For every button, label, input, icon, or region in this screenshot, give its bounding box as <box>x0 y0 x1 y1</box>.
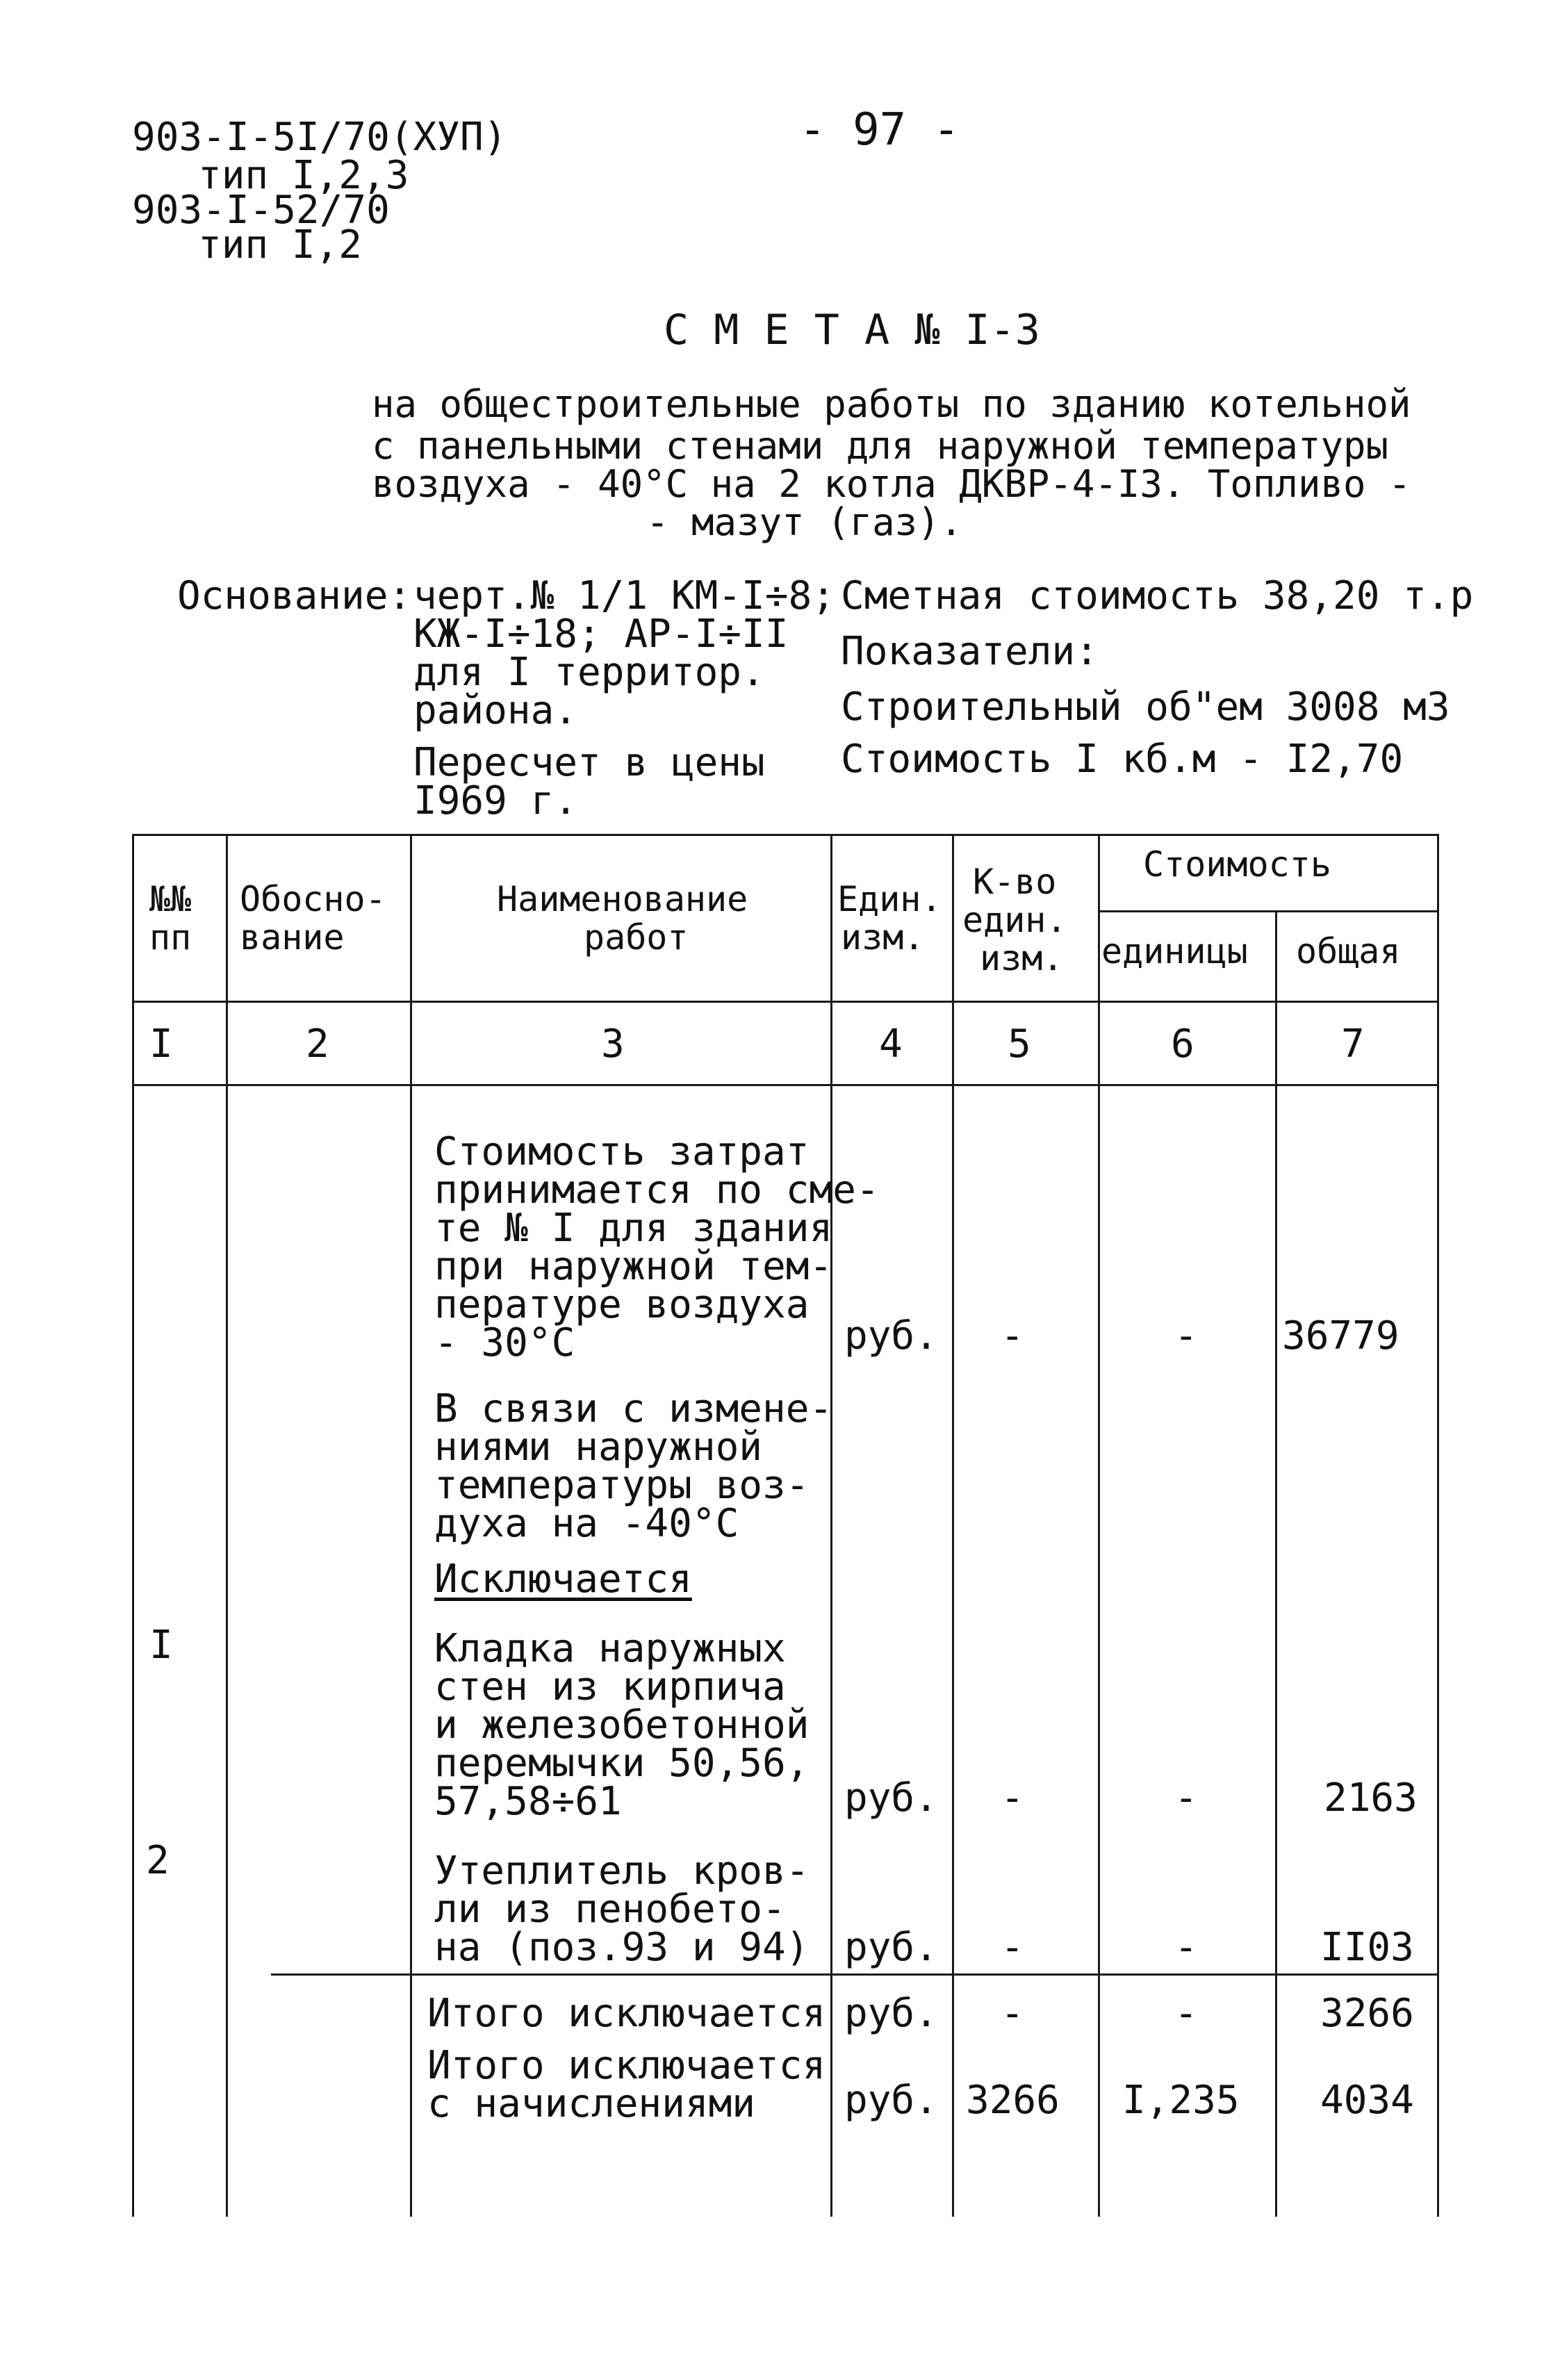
basis-label: Основание: <box>177 573 412 618</box>
total-price: - <box>1174 1991 1198 2036</box>
header-name: Наименование <box>497 879 748 919</box>
code-line: 903-I-52/70 <box>132 188 390 233</box>
total-qty: - <box>1001 1991 1024 2036</box>
header-basis: вание <box>240 917 345 958</box>
col-number: 5 <box>1008 1021 1031 1067</box>
page-title: С М Е Т А № I-3 <box>664 306 1040 354</box>
header-unit: Един. <box>837 879 942 919</box>
subtitle-line: на общестроительные работы по зданию котельной <box>372 382 1411 426</box>
text-line: при наружной тем- <box>434 1244 833 1289</box>
basis-line: района. <box>413 688 578 733</box>
header-unit: изм. <box>841 917 925 958</box>
total-value: 4034 <box>1320 2078 1414 2123</box>
text-line: стен из кирпича <box>434 1664 786 1709</box>
basis-line: I969 г. <box>413 778 578 823</box>
row-unit: руб. <box>844 1925 938 1970</box>
header-cost-total: общая <box>1296 931 1401 971</box>
text-line: Утеплитель кров- <box>434 1848 810 1894</box>
excluded-label: Исключается <box>434 1557 692 1602</box>
header-cost-unit: единицы <box>1101 931 1248 971</box>
row-price: - <box>1174 1925 1198 1970</box>
subtitle-line: с панельными стенами для наружной температуры <box>372 424 1388 468</box>
text-line: перемычки 50,56, <box>434 1741 810 1786</box>
text-line: ли из пенобето- <box>434 1887 786 1932</box>
row-total: 2163 <box>1324 1775 1418 1821</box>
total-value: 3266 <box>1320 1991 1414 2036</box>
basis-line: КЖ-I÷18; АР-I÷II <box>413 612 789 657</box>
subtitle-line: воздуха - 40°С на 2 котла ДКВР-4-I3. Топливо - <box>372 462 1411 506</box>
building-volume: Строительный об"ем 3008 м3 <box>841 684 1450 730</box>
total-label: Итого исключается <box>427 2043 826 2088</box>
text-line: - 30°С <box>434 1320 575 1365</box>
text-line: 57,58÷61 <box>434 1779 622 1824</box>
text-line: В связи с измене- <box>434 1386 833 1431</box>
col-number: 4 <box>879 1021 903 1067</box>
row-qty: - <box>1001 1775 1024 1821</box>
header-qty: К-во <box>973 862 1057 902</box>
total-price: I,235 <box>1122 2078 1240 2123</box>
col-number: I <box>149 1021 173 1067</box>
page-number: - 97 - <box>799 104 960 156</box>
row-num: 2 <box>146 1838 170 1883</box>
code-line: тип I,2 <box>198 222 363 268</box>
total-unit: руб. <box>844 1991 938 2036</box>
col-number: 3 <box>601 1021 625 1067</box>
header-qty: изм. <box>980 938 1064 978</box>
row-qty: - <box>1001 1925 1024 1970</box>
code-line: 903-I-5I/70(ХУП) <box>132 115 507 160</box>
row-num: I <box>149 1623 173 1668</box>
col-number: 7 <box>1341 1021 1365 1067</box>
row-total: II03 <box>1320 1925 1414 1970</box>
text-line: Стоимость затрат <box>434 1129 810 1174</box>
intro-total: 36779 <box>1282 1313 1399 1359</box>
intro-unit: руб. <box>844 1313 938 1359</box>
text-line: на (поз.93 и 94) <box>434 1925 810 1970</box>
text-line: ниями наружной <box>434 1425 763 1470</box>
header-basis: Обосно- <box>240 879 386 919</box>
total-label: Итого исключается <box>427 1991 826 2036</box>
header-cost: Стоимость <box>1143 844 1331 885</box>
basis-line: черт.№ 1/1 КМ-I÷8; <box>413 573 835 618</box>
header-num: №№ <box>149 879 192 919</box>
intro-qty: - <box>1001 1313 1024 1359</box>
row-unit: руб. <box>844 1775 938 1821</box>
col-number: 6 <box>1171 1021 1194 1067</box>
intro-price: - <box>1174 1313 1198 1359</box>
indicators-label: Показатели: <box>841 629 1099 674</box>
estimated-cost: Сметная стоимость 38,20 т.р <box>841 573 1474 618</box>
basis-line: для I территор. <box>413 650 765 695</box>
subtitle-line: - мазут (газ). <box>646 500 963 544</box>
text-line: духа на -40°С <box>434 1501 739 1546</box>
row-price: - <box>1174 1775 1198 1821</box>
total-qty: 3266 <box>966 2078 1060 2123</box>
code-line: тип I,2,3 <box>198 153 409 198</box>
basis-line: Пересчет в цены <box>413 740 765 785</box>
text-line: те № I для здания <box>434 1206 833 1251</box>
total-label: с начислениями <box>427 2081 756 2126</box>
header-name: работ <box>584 917 689 958</box>
text-line: пературе воздуха <box>434 1282 810 1327</box>
text-line: температуры воз- <box>434 1463 810 1508</box>
header-qty: един. <box>962 900 1067 940</box>
unit-cost: Стоимость I кб.м - I2,70 <box>841 737 1404 782</box>
total-unit: руб. <box>844 2078 938 2123</box>
text-line: Кладка наружных <box>434 1626 786 1671</box>
text-line: и железобетонной <box>434 1702 810 1748</box>
text-line: принимается по сме- <box>434 1167 880 1213</box>
header-num: пп <box>149 917 192 958</box>
col-number: 2 <box>306 1021 329 1067</box>
